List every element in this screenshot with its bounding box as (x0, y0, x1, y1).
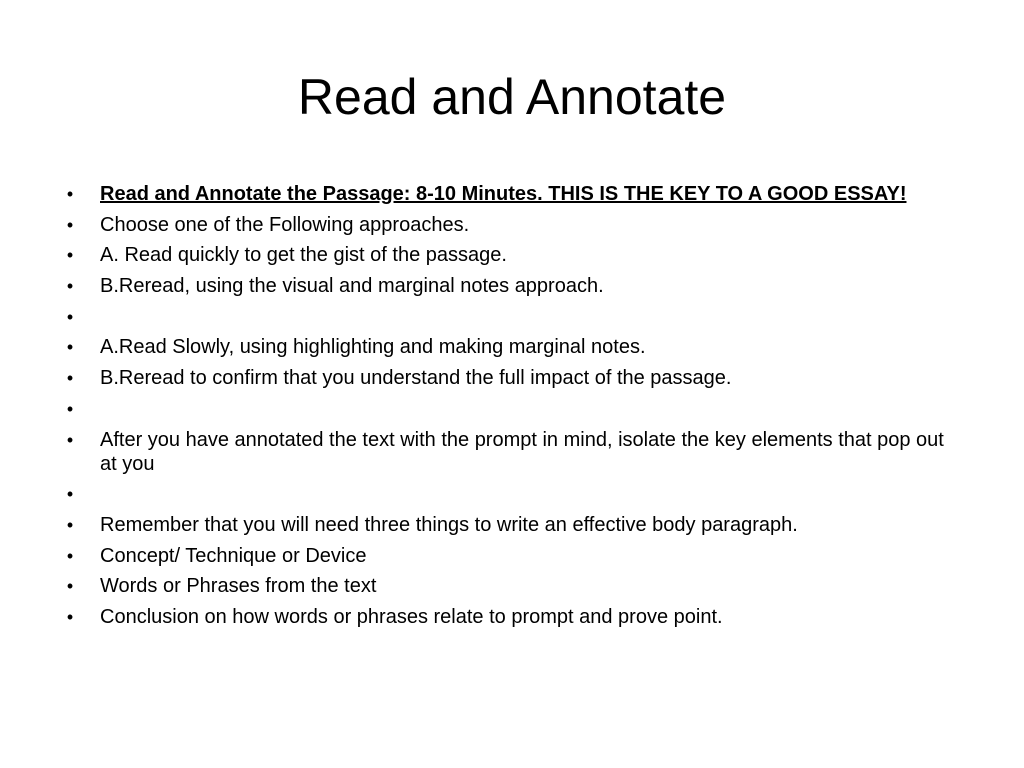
bullet-icon: • (66, 245, 74, 266)
bullet-icon: • (66, 214, 74, 235)
bullet-item (60, 513, 960, 537)
bullet-item (60, 605, 960, 629)
bullet-item-empty (60, 305, 960, 329)
bullet-text: A.Read Slowly, using highlighting and making marginal notes. (100, 336, 646, 359)
bullet-item (60, 544, 960, 568)
bullet-item-empty (60, 397, 960, 421)
bullet-list (60, 182, 960, 636)
bullet-icon: • (66, 514, 74, 535)
bullet-icon: • (66, 337, 74, 358)
bullet-icon: • (66, 606, 74, 627)
bullet-item (60, 574, 960, 598)
bullet-text: B.Reread to confirm that you understand the full impact of the passage. (100, 367, 732, 390)
bullet-text: B.Reread, using the visual and marginal notes approach. (100, 275, 604, 298)
bullet-text: Conclusion on how words or phrases relate to prompt and prove point. (100, 605, 723, 628)
bullet-item (60, 366, 960, 390)
bullet-text: Choose one of the Following approaches. (100, 213, 470, 236)
bullet-icon: • (66, 484, 74, 505)
bullet-text: A. Read quickly to get the gist of the passage. (100, 244, 507, 267)
bullet-icon: • (66, 306, 74, 327)
bullet-icon: • (66, 398, 74, 419)
bullet-item (60, 243, 960, 267)
bullet-item (60, 274, 960, 298)
bullet-item-empty (60, 482, 960, 506)
bullet-text: Concept/ Technique or Device (100, 544, 367, 567)
bullet-item (60, 213, 960, 237)
bullet-text: Words or Phrases from the text (100, 575, 377, 598)
bullet-icon: • (66, 429, 74, 450)
bullet-icon: • (66, 576, 74, 597)
bullet-text: Read and Annotate the Passage: 8-10 Minutes. THIS IS THE KEY TO A GOOD ESSAY! (100, 183, 907, 205)
bullet-item (60, 182, 960, 206)
bullet-item (60, 428, 960, 476)
bullet-icon: • (66, 545, 74, 566)
bullet-text: Remember that you will need three things to write an effective body paragraph. (100, 513, 798, 536)
bullet-icon: • (66, 368, 74, 389)
bullet-icon: • (66, 184, 74, 204)
bullet-item (60, 335, 960, 359)
bullet-text: After you have annotated the text with the prompt in mind, isolate the key elements that pop out at you (100, 428, 944, 475)
bullet-icon: • (66, 276, 74, 297)
slide-title: Read and Annotate (297, 69, 727, 125)
